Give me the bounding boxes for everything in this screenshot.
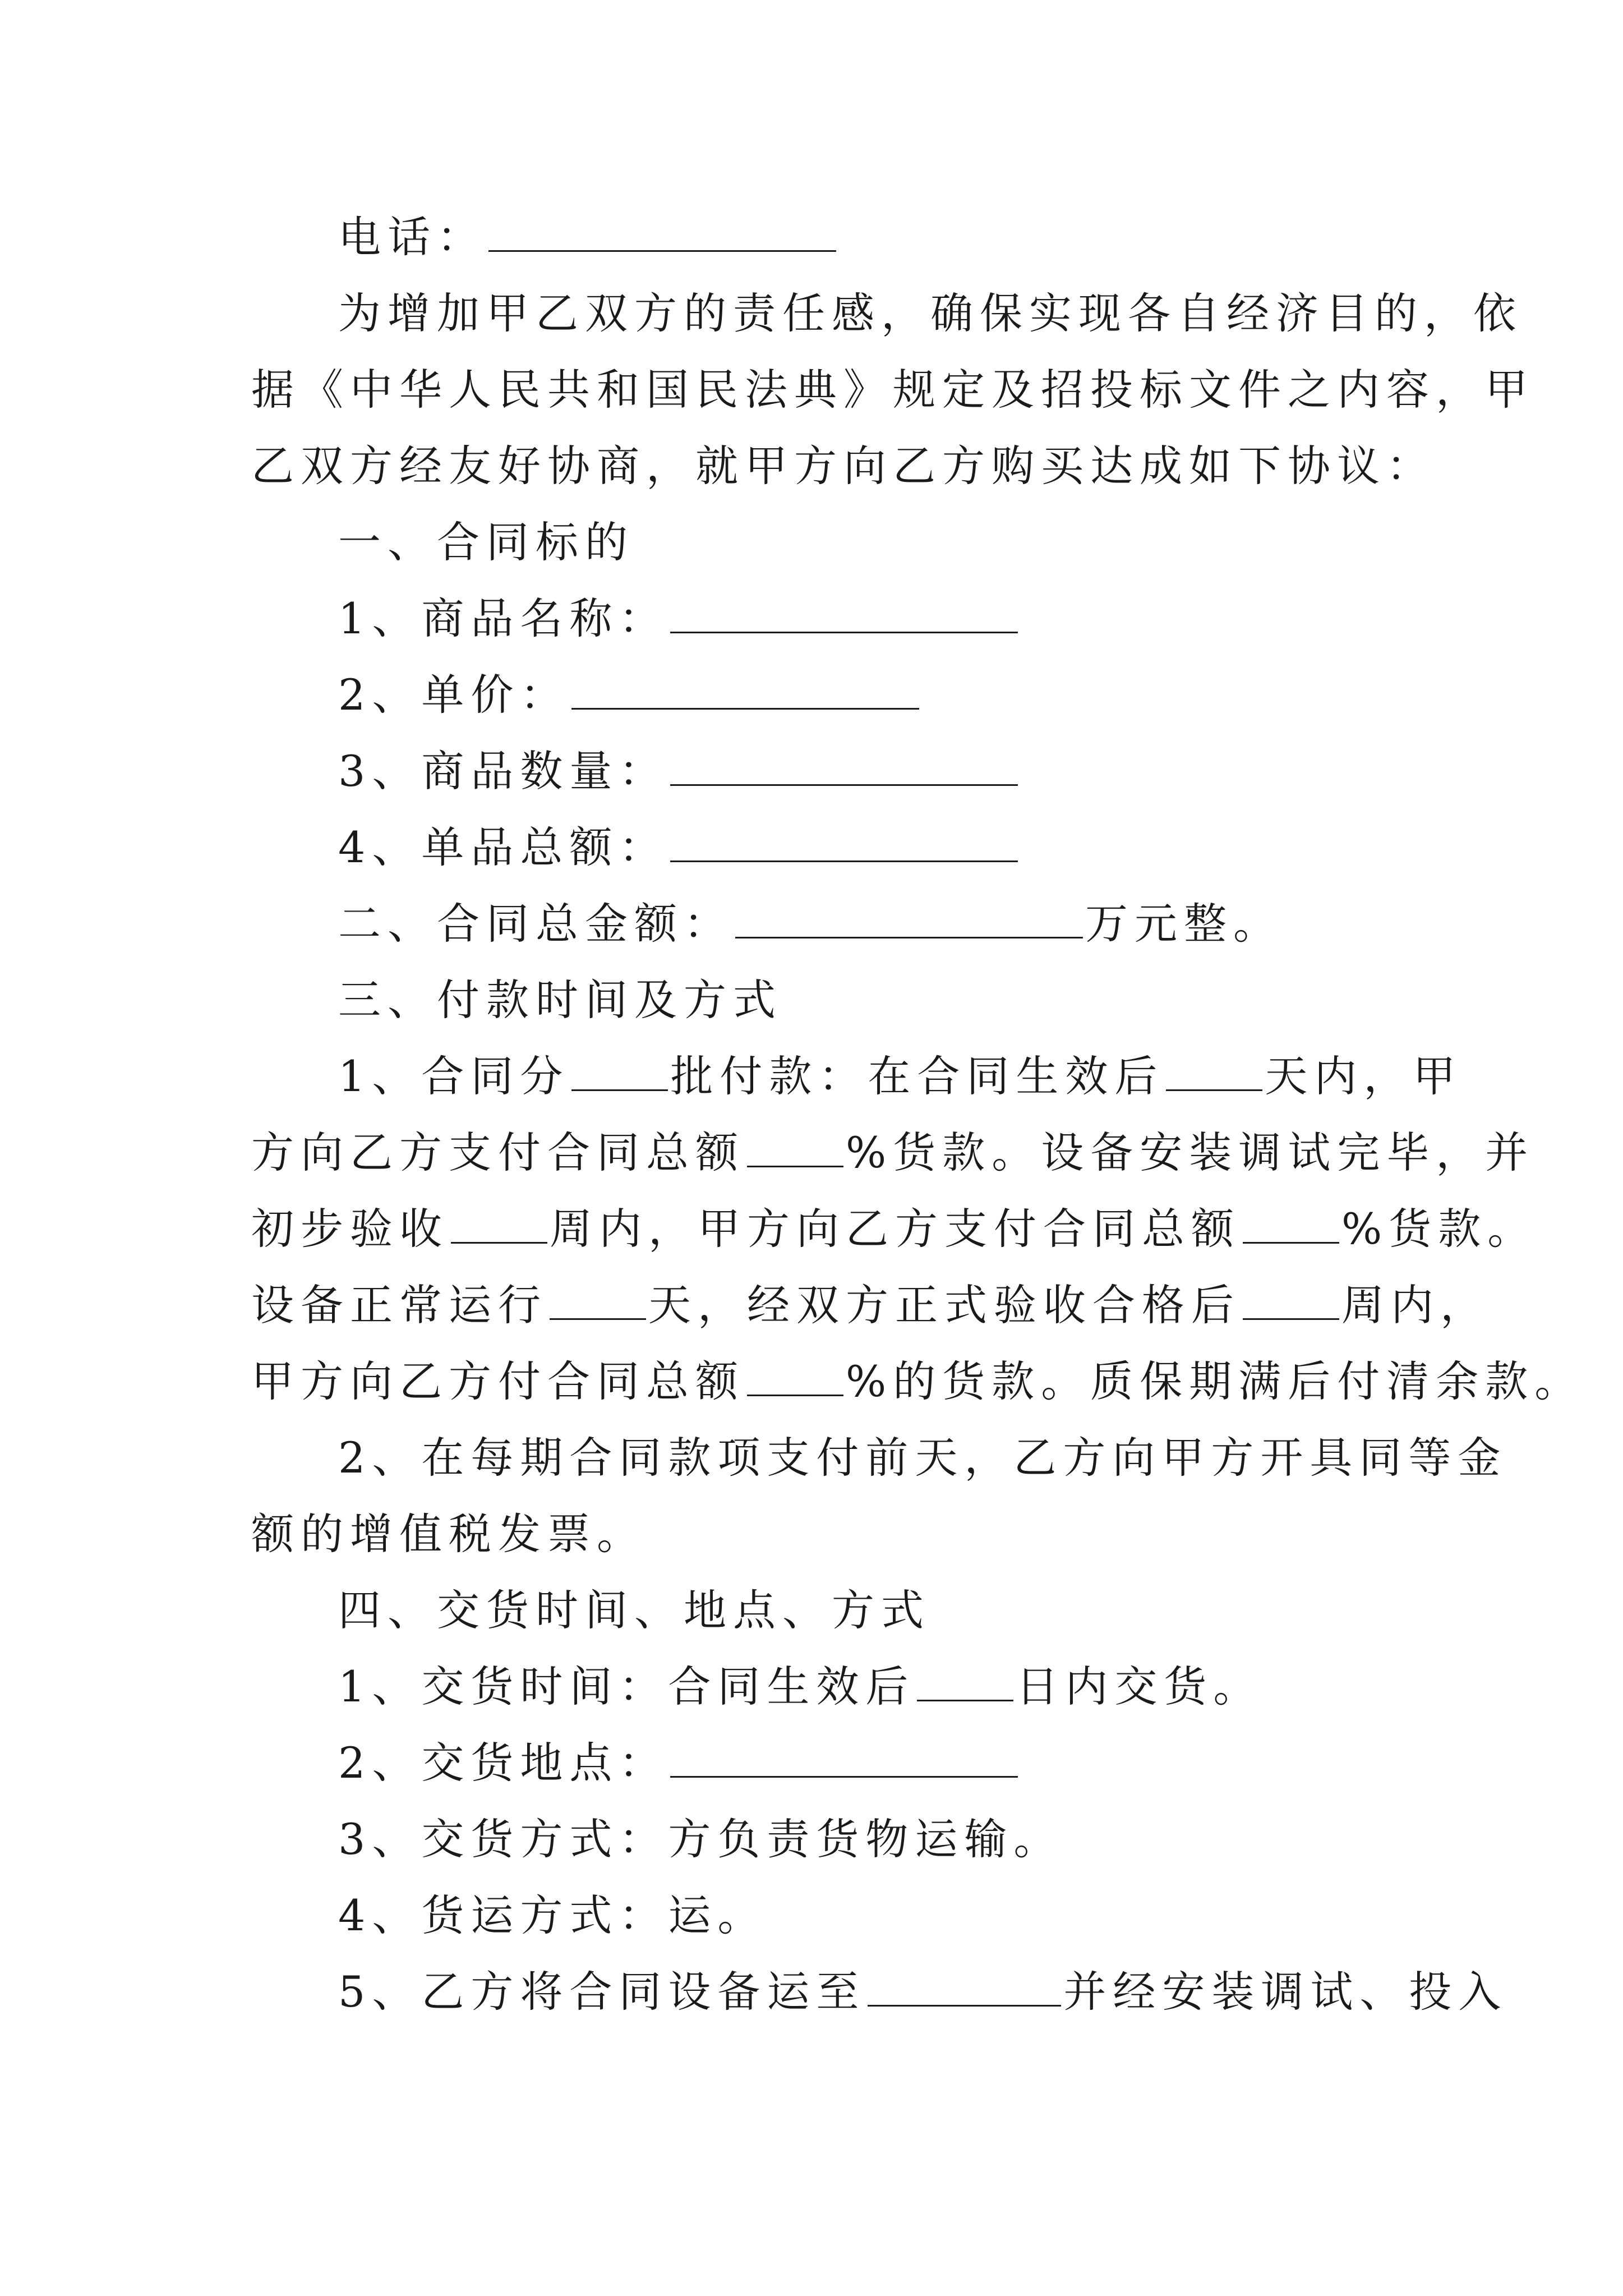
intro-line-1: 为增加甲乙双方的责任感，确保实现各自经济目的，依 xyxy=(338,288,1523,338)
text-run: 方向乙方支付合同总额 xyxy=(251,1128,745,1177)
blank xyxy=(1243,1240,1339,1244)
blank xyxy=(1243,1316,1339,1320)
payment-line-1 xyxy=(251,1038,1463,1115)
item-blank xyxy=(670,782,1018,786)
item-blank xyxy=(670,858,1018,862)
total-blank xyxy=(735,935,1083,938)
phone-blank xyxy=(488,248,836,252)
text-run: 甲方向乙方付合同总额 xyxy=(251,1356,745,1406)
text-run: 5、乙方将合同设备运至 xyxy=(338,1967,866,2017)
total-unit: 万元整。 xyxy=(1085,899,1283,949)
text-run: 初步验收 xyxy=(251,1204,449,1254)
section-1-title: 一、合同标的 xyxy=(338,517,634,567)
section-3-title: 三、付款时间及方式 xyxy=(338,975,782,1025)
text-run: %货款。设备安装调试完毕，并 xyxy=(846,1128,1535,1177)
contract-page xyxy=(251,199,1584,2030)
total-label: 二、合同总金额： xyxy=(338,899,733,949)
text-run: 设备正常运行 xyxy=(251,1280,547,1330)
text-run: 并经安装调试、投入 xyxy=(1063,1967,1508,2017)
item-label: 4、单品总额： xyxy=(338,822,668,872)
text-run: %货款。 xyxy=(1341,1204,1537,1254)
text-run: 周内， xyxy=(1341,1280,1490,1330)
invoice-line-1: 2、在每期合同款项支付前天，乙方向甲方开具同等金 xyxy=(338,1433,1507,1483)
blank xyxy=(747,1163,843,1167)
payment-line-4 xyxy=(251,1267,1490,1343)
text-run: 天，经双方正式验收合格后 xyxy=(648,1280,1241,1330)
intro-line-2: 据《中华人民共和国民法典》规定及招投标文件之内容，甲 xyxy=(251,365,1534,415)
item-quantity xyxy=(251,733,1384,809)
blank xyxy=(747,1392,843,1396)
item-blank xyxy=(571,706,919,710)
section-2-total-amount xyxy=(251,886,1384,962)
delivery-method: 3、交货方式：方负责货物运输。 xyxy=(338,1814,1063,1864)
item-label: 3、商品数量： xyxy=(338,746,668,796)
shipping-method: 4、货运方式：运。 xyxy=(338,1890,767,1940)
payment-line-5 xyxy=(251,1343,1584,1420)
delivery-place xyxy=(251,1725,1384,1801)
phone-label: 电话： xyxy=(338,212,486,262)
item-total xyxy=(251,809,1384,886)
text-run: 周内，甲方向乙方支付合同总额 xyxy=(550,1204,1241,1254)
text-run: 1、交货时间：合同生效后 xyxy=(338,1662,915,1711)
delivery-install xyxy=(251,1954,1508,2030)
blank xyxy=(451,1240,547,1244)
item-label: 2、交货地点： xyxy=(338,1738,668,1788)
blank xyxy=(550,1316,646,1320)
item-product-name xyxy=(251,581,1384,657)
item-blank xyxy=(670,1774,1018,1778)
payment-line-2 xyxy=(251,1115,1535,1191)
delivery-time xyxy=(251,1649,1384,1725)
text-run: 1、合同分 xyxy=(338,1051,570,1101)
item-blank xyxy=(670,629,1018,633)
blank xyxy=(1166,1087,1262,1091)
intro-line-3: 乙双方经友好协商，就甲方向乙方购买达成如下协议： xyxy=(251,441,1436,491)
blank xyxy=(868,2003,1061,2007)
item-unit-price xyxy=(251,657,1384,733)
blank xyxy=(571,1087,668,1091)
text-run: 批付款：在合同生效后 xyxy=(670,1051,1164,1101)
text-run: 天内，甲 xyxy=(1265,1051,1463,1101)
item-label: 1、商品名称： xyxy=(338,593,668,643)
invoice-line-2: 额的增值税发票。 xyxy=(251,1509,646,1559)
phone-line xyxy=(251,199,1384,275)
payment-line-3 xyxy=(251,1191,1537,1267)
item-label: 2、单价： xyxy=(338,670,570,720)
section-4-title: 四、交货时间、地点、方式 xyxy=(338,1585,930,1635)
blank xyxy=(917,1697,1013,1701)
text-run: %的货款。质保期满后付清余款。 xyxy=(846,1356,1584,1406)
text-run: 日内交货。 xyxy=(1016,1662,1263,1711)
